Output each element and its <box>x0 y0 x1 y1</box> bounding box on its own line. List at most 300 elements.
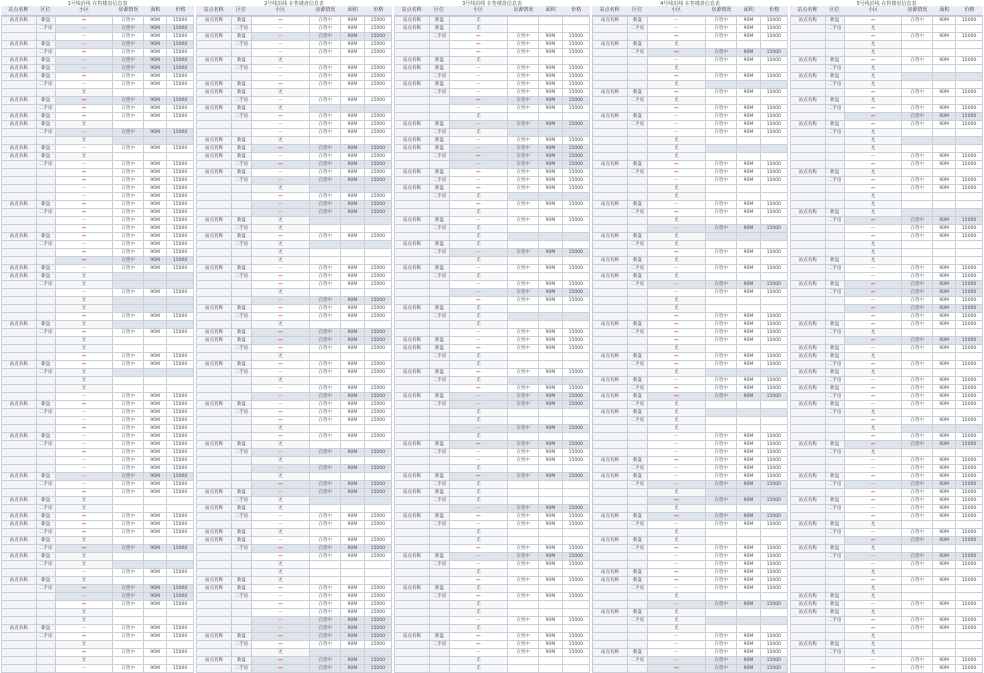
table-cell: 二手房 <box>36 561 55 569</box>
table-cell: 90M <box>341 25 364 33</box>
table-cell <box>113 377 144 385</box>
table-row <box>2 505 194 513</box>
table-cell: 90M <box>341 641 364 649</box>
table-cell <box>232 465 252 473</box>
table-cell <box>628 641 648 649</box>
table-cell: 90M <box>933 537 956 545</box>
table-cell: — <box>449 449 508 457</box>
table-cell: 在售中 <box>706 17 737 25</box>
table-cell: 在售中 <box>113 585 144 593</box>
table-cell <box>933 209 956 217</box>
table-cell <box>197 641 232 649</box>
table-cell <box>737 297 760 305</box>
table-cell: — <box>449 105 508 113</box>
table-cell: 在售中 <box>113 73 144 81</box>
table-cell: 二手房 <box>825 329 844 337</box>
table-cell: 新盘 <box>36 73 55 81</box>
table-cell: 90M <box>737 385 760 393</box>
table-row <box>593 113 788 121</box>
table-cell: 15000 <box>364 49 391 57</box>
table-cell: 站点名称 <box>2 553 37 561</box>
table-cell <box>539 585 562 593</box>
table-cell <box>706 233 737 241</box>
table-cell <box>430 297 450 305</box>
table-cell: 15000 <box>364 521 391 529</box>
table-cell: 15000 <box>364 281 391 289</box>
table-cell <box>2 633 37 641</box>
table-cell <box>706 617 737 625</box>
table-cell: 15000 <box>562 81 589 89</box>
table-panel-3 <box>394 0 590 673</box>
table-cell <box>310 649 341 657</box>
table-cell <box>113 577 144 585</box>
table-cell: 在售中 <box>902 281 933 289</box>
table-cell: 在售中 <box>310 361 341 369</box>
table-cell: 站点名称 <box>395 121 430 129</box>
table-cell: 新盘 <box>430 369 450 377</box>
table-row <box>2 321 194 329</box>
table-cell <box>593 425 628 433</box>
table-cell <box>341 649 364 657</box>
table-cell: 在售中 <box>113 593 144 601</box>
table-cell <box>197 569 232 577</box>
table-cell: — <box>251 265 310 273</box>
table-cell: 在售中 <box>310 433 341 441</box>
table-cell <box>36 345 55 353</box>
table-cell <box>956 241 983 249</box>
table-cell <box>395 569 430 577</box>
table-cell: 90M <box>144 417 167 425</box>
panel-title: 2号线沿线 在售楼盘信息表 <box>264 1 324 6</box>
table-cell: 15000 <box>562 249 589 257</box>
table-cell <box>310 217 341 225</box>
table-cell: 在售中 <box>310 537 341 545</box>
table-cell <box>562 233 589 241</box>
table-cell: — <box>844 497 902 505</box>
table-cell: 站点名称 <box>197 169 232 177</box>
table-cell: 90M <box>144 649 167 657</box>
table-row <box>2 161 194 169</box>
table-cell: 15000 <box>167 601 194 609</box>
table-cell: — <box>55 665 113 673</box>
table-cell: 新盘 <box>430 25 450 33</box>
table-cell: — <box>55 241 113 249</box>
table-cell <box>825 225 844 233</box>
table-cell <box>197 417 232 425</box>
table-cell: 站点名称 <box>791 385 826 393</box>
table-cell: — <box>647 313 706 321</box>
table-cell <box>593 281 628 289</box>
table-row <box>197 481 392 489</box>
table-cell: — <box>55 217 113 225</box>
table-cell <box>825 297 844 305</box>
table-cell <box>737 529 760 537</box>
table-cell: 站点名称 <box>593 273 628 281</box>
table-row <box>197 217 392 225</box>
table-row <box>197 17 392 25</box>
table-row <box>197 97 392 105</box>
table-cell: 15000 <box>760 377 787 385</box>
table-row <box>197 105 392 113</box>
table-cell <box>341 377 364 385</box>
table-cell: 90M <box>737 457 760 465</box>
table-cell <box>902 329 933 337</box>
table-cell: 二手房 <box>232 449 252 457</box>
table-cell: — <box>647 73 706 81</box>
table-row <box>395 417 590 425</box>
table-cell: 15000 <box>562 505 589 513</box>
table-cell: 90M <box>341 41 364 49</box>
table-cell: 在售中 <box>706 657 737 665</box>
table-cell: 在售中 <box>310 385 341 393</box>
table-cell <box>539 465 562 473</box>
table-row <box>197 377 392 385</box>
table-cell <box>2 105 37 113</box>
table-cell: 二手房 <box>628 657 648 665</box>
table-row <box>395 313 590 321</box>
table-cell: 15000 <box>760 513 787 521</box>
table-cell: 无 <box>844 65 902 73</box>
table-cell: 新盘 <box>232 233 252 241</box>
table-row <box>197 617 392 625</box>
table-cell <box>902 73 933 81</box>
table-cell <box>2 353 37 361</box>
table-cell: 15000 <box>760 553 787 561</box>
table-cell <box>593 73 628 81</box>
table-cell: 90M <box>539 33 562 41</box>
table-row <box>791 425 983 433</box>
table-cell: 二手房 <box>36 25 55 33</box>
table-cell <box>791 577 826 585</box>
table-row <box>593 65 788 73</box>
table-cell: 15000 <box>167 145 194 153</box>
table-cell: 90M <box>737 641 760 649</box>
table-cell <box>395 249 430 257</box>
table-cell: 在售中 <box>113 17 144 25</box>
table-cell: 在售中 <box>310 265 341 273</box>
table-cell <box>956 609 983 617</box>
table-cell: 15000 <box>167 545 194 553</box>
table-row <box>2 65 194 73</box>
table-row <box>2 553 194 561</box>
table-cell: 90M <box>144 465 167 473</box>
table-cell <box>144 537 167 545</box>
table-row <box>791 153 983 161</box>
table-cell: 15000 <box>956 601 983 609</box>
table-cell: 二手房 <box>825 393 844 401</box>
table-cell <box>2 641 37 649</box>
table-cell: — <box>647 393 706 401</box>
table-cell <box>539 321 562 329</box>
table-cell: 无 <box>251 217 310 225</box>
table-cell: — <box>449 201 508 209</box>
table-cell: 90M <box>539 161 562 169</box>
table-cell: — <box>251 553 310 561</box>
table-cell <box>956 521 983 529</box>
table-cell <box>825 145 844 153</box>
table-cell <box>825 137 844 145</box>
table-cell: 站点名称 <box>593 89 628 97</box>
table-cell: 90M <box>933 385 956 393</box>
table-cell <box>167 617 194 625</box>
table-cell <box>593 465 628 473</box>
table-cell: — <box>251 313 310 321</box>
table-cell: 站点名称 <box>2 17 37 25</box>
table-row <box>197 585 392 593</box>
table-cell <box>113 369 144 377</box>
table-cell: 90M <box>144 217 167 225</box>
table-cell: 15000 <box>956 225 983 233</box>
table-cell <box>791 305 826 313</box>
table-cell: 站点名称 <box>791 169 826 177</box>
column-header: 房源情况 <box>907 7 928 13</box>
table-cell: 90M <box>539 505 562 513</box>
table-cell: 在售中 <box>310 521 341 529</box>
table-cell: 90M <box>341 49 364 57</box>
table-cell <box>737 137 760 145</box>
table-cell <box>902 209 933 217</box>
table-cell: 新盘 <box>232 81 252 89</box>
table-cell: 无 <box>844 241 902 249</box>
table-cell: 站点名称 <box>197 633 232 641</box>
table-row <box>197 265 392 273</box>
table-cell: 无 <box>449 57 508 65</box>
table-cell <box>395 113 430 121</box>
table-row <box>593 345 788 353</box>
table-cell: 在售中 <box>310 305 341 313</box>
table-cell: — <box>844 433 902 441</box>
table-cell: — <box>844 185 902 193</box>
table-cell: 新盘 <box>36 625 55 633</box>
table-cell: 90M <box>144 233 167 241</box>
table-cell: 15000 <box>167 481 194 489</box>
table-cell: — <box>55 457 113 465</box>
table-cell: — <box>55 393 113 401</box>
table-row <box>2 353 194 361</box>
table-cell: 90M <box>144 33 167 41</box>
table-cell: 在售中 <box>113 433 144 441</box>
table-cell: 15000 <box>167 313 194 321</box>
table-cell: 在售中 <box>113 57 144 65</box>
table-cell <box>737 537 760 545</box>
table-cell: 无 <box>844 369 902 377</box>
table-cell: — <box>251 625 310 633</box>
table-cell: 15000 <box>167 433 194 441</box>
table-cell: 15000 <box>562 329 589 337</box>
table-cell: 站点名称 <box>197 489 232 497</box>
table-cell <box>956 145 983 153</box>
column-header: 面积 <box>347 7 358 13</box>
table-cell: 在售中 <box>902 481 933 489</box>
table-cell <box>430 505 450 513</box>
table-row <box>593 153 788 161</box>
table-cell <box>144 561 167 569</box>
table-cell <box>593 361 628 369</box>
table-cell: 在售中 <box>902 105 933 113</box>
table-cell <box>539 609 562 617</box>
table-cell: 90M <box>144 457 167 465</box>
table-row <box>593 57 788 65</box>
table-cell <box>628 313 648 321</box>
table-row <box>593 577 788 585</box>
table-cell: 90M <box>737 321 760 329</box>
table-cell <box>2 89 37 97</box>
table-cell <box>760 625 787 633</box>
table-cell <box>395 33 430 41</box>
table-cell: 在售中 <box>113 529 144 537</box>
table-cell <box>36 377 55 385</box>
table-row <box>2 241 194 249</box>
table-cell: — <box>844 401 902 409</box>
table-row <box>395 473 590 481</box>
table-cell: 无 <box>251 89 310 97</box>
table-cell: 无 <box>251 241 310 249</box>
table-cell <box>508 57 539 65</box>
table-cell: 新盘 <box>430 265 450 273</box>
table-cell: 站点名称 <box>395 137 430 145</box>
table-cell <box>628 177 648 185</box>
table-cell: 15000 <box>562 265 589 273</box>
table-row <box>593 513 788 521</box>
table-cell: 站点名称 <box>2 497 37 505</box>
table-cell: 在售中 <box>310 553 341 561</box>
table-cell: 站点名称 <box>395 337 430 345</box>
table-cell: — <box>449 617 508 625</box>
table-cell: 90M <box>144 481 167 489</box>
table-cell: — <box>251 169 310 177</box>
table-cell: 在售中 <box>508 153 539 161</box>
table-cell: 无 <box>647 137 706 145</box>
table-cell <box>539 17 562 25</box>
table-cell: 90M <box>341 17 364 25</box>
table-cell: 90M <box>737 177 760 185</box>
table-cell: 无 <box>844 73 902 81</box>
table-row <box>197 545 392 553</box>
table-row <box>197 345 392 353</box>
table-row <box>593 265 788 273</box>
table-cell: 无 <box>844 145 902 153</box>
table-cell: 无 <box>844 201 902 209</box>
table-cell: 90M <box>933 657 956 665</box>
table-cell <box>144 297 167 305</box>
table-row <box>791 137 983 145</box>
table-cell <box>395 289 430 297</box>
table-row <box>2 441 194 449</box>
table-cell <box>593 185 628 193</box>
table-cell: 二手房 <box>232 273 252 281</box>
table-cell <box>395 561 430 569</box>
table-cell: 在售中 <box>706 585 737 593</box>
table-cell <box>167 281 194 289</box>
table-cell: — <box>647 641 706 649</box>
table-row <box>197 657 392 665</box>
table-cell: 15000 <box>364 121 391 129</box>
table-cell <box>144 137 167 145</box>
table-cell: 站点名称 <box>197 657 232 665</box>
table-cell: 在售中 <box>113 201 144 209</box>
table-cell: 无 <box>449 497 508 505</box>
table-cell: 15000 <box>562 441 589 449</box>
table-row <box>791 81 983 89</box>
table-cell <box>956 249 983 257</box>
table-cell <box>2 657 37 665</box>
table-row <box>395 169 590 177</box>
table-cell <box>167 377 194 385</box>
table-cell <box>628 433 648 441</box>
table-cell: 在售中 <box>706 377 737 385</box>
table-cell: — <box>55 449 113 457</box>
table-cell: 站点名称 <box>593 233 628 241</box>
table-cell <box>562 497 589 505</box>
table-cell: — <box>844 153 902 161</box>
table-cell: 90M <box>341 169 364 177</box>
table-cell: 无 <box>844 193 902 201</box>
table-cell: 在售中 <box>902 305 933 313</box>
table-row <box>395 233 590 241</box>
table-cell: 90M <box>737 225 760 233</box>
table-cell <box>197 465 232 473</box>
table-cell <box>2 217 37 225</box>
table-row <box>395 281 590 289</box>
table-cell <box>933 569 956 577</box>
table-row <box>395 249 590 257</box>
table-cell: 在售中 <box>508 545 539 553</box>
table-cell: 站点名称 <box>593 17 628 25</box>
table-cell: 在售中 <box>902 473 933 481</box>
table-cell <box>508 113 539 121</box>
table-cell <box>2 297 37 305</box>
table-cell <box>539 489 562 497</box>
table-cell <box>791 241 826 249</box>
table-cell <box>395 209 430 217</box>
table-cell <box>430 97 450 105</box>
table-row <box>791 665 983 673</box>
table-cell: 无 <box>449 537 508 545</box>
table-cell <box>562 585 589 593</box>
table-cell: 在售中 <box>113 177 144 185</box>
table-cell: 15000 <box>562 161 589 169</box>
table-row <box>2 17 194 25</box>
table-cell: 新盘 <box>430 17 450 25</box>
table-cell: 90M <box>144 545 167 553</box>
table-cell: 90M <box>933 289 956 297</box>
table-cell: — <box>55 65 113 73</box>
table-cell: 二手房 <box>430 33 450 41</box>
table-cell: — <box>449 249 508 257</box>
table-row <box>395 617 590 625</box>
table-cell <box>508 529 539 537</box>
table-cell: 15000 <box>167 417 194 425</box>
table-cell <box>144 321 167 329</box>
table-cell: 无 <box>55 321 113 329</box>
table-cell <box>593 641 628 649</box>
table-cell <box>341 321 364 329</box>
table-cell <box>36 449 55 457</box>
table-cell <box>791 489 826 497</box>
table-row <box>395 505 590 513</box>
table-cell: 在售中 <box>902 233 933 241</box>
table-cell <box>706 305 737 313</box>
table-cell: — <box>449 89 508 97</box>
table-cell: 无 <box>251 577 310 585</box>
table-row <box>2 153 194 161</box>
table-row <box>791 129 983 137</box>
table-cell: 90M <box>539 281 562 289</box>
table-cell <box>364 137 391 145</box>
table-cell <box>825 305 844 313</box>
table-cell: 90M <box>144 529 167 537</box>
table-row <box>197 449 392 457</box>
